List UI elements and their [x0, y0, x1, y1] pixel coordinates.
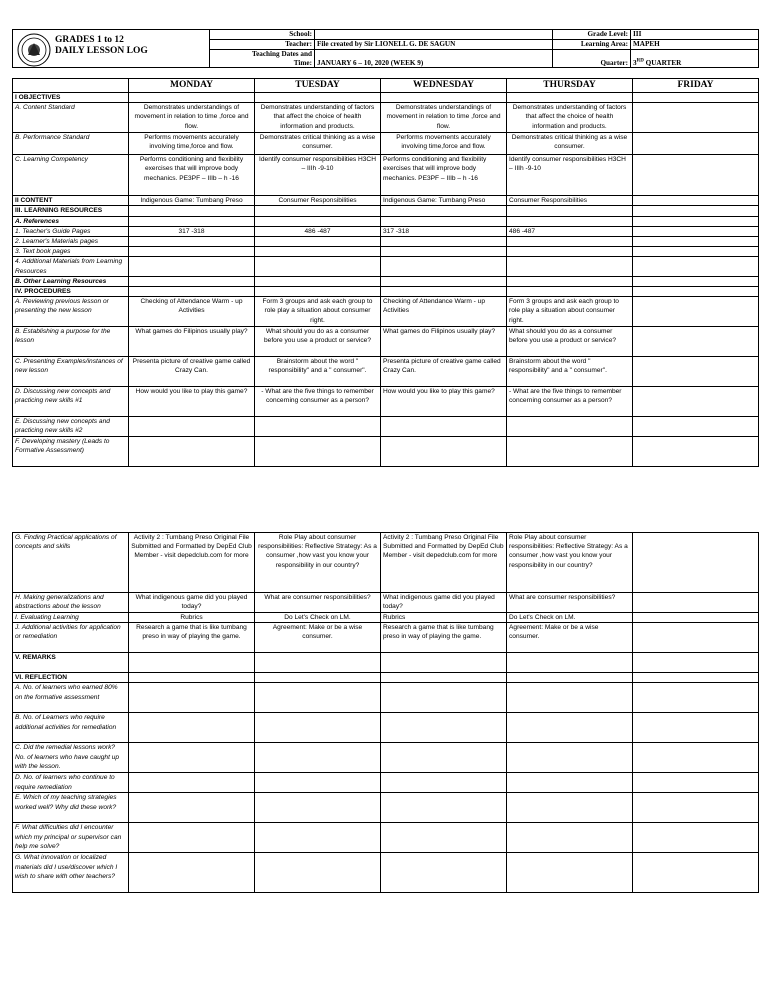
- day-cell-friday: [633, 93, 759, 103]
- day-cell-monday: [129, 206, 255, 216]
- day-cell-monday: Rubrics: [129, 613, 255, 623]
- teaching-dates-value: JANUARY 6 – 10, 2020 (WEEK 9): [315, 50, 553, 68]
- day-cell-friday: [633, 533, 759, 593]
- table-row: [13, 206, 759, 216]
- day-cell-wednesday: Checking of Attendance Warm - up Activities: [381, 297, 507, 327]
- day-cell-monday: Research a game that is like tumbang preso in way of playing the game.: [129, 623, 255, 653]
- day-cell-monday: What games do Filipinos usually play?: [129, 327, 255, 357]
- day-cell-thursday: [507, 93, 633, 103]
- table-row: [13, 436, 759, 466]
- day-cell-friday: [633, 133, 759, 155]
- row-label: A. No. of learners who earned 80% on the formative assessment: [13, 683, 129, 713]
- teaching-dates-label: [210, 50, 315, 68]
- day-cell-tuesday: [255, 216, 381, 226]
- learning-area-label: Learning Area:: [553, 40, 631, 50]
- day-cell-thursday: [507, 673, 633, 683]
- day-cell-thursday: [507, 206, 633, 216]
- day-cell-monday: [129, 653, 255, 673]
- day-cell-wednesday: [381, 216, 507, 226]
- day-cell-thursday: [507, 287, 633, 297]
- table-2-body: [13, 533, 759, 893]
- row-label: B. Other Learning Resources: [13, 276, 129, 286]
- day-cell-tuesday: [255, 823, 381, 853]
- day-cell-wednesday: [381, 93, 507, 103]
- day-cell-tuesday: [255, 276, 381, 286]
- day-cell-thursday: [507, 713, 633, 743]
- day-cell-thursday: [507, 653, 633, 673]
- day-cell-friday: [633, 673, 759, 683]
- day-cell-monday: What indigenous game did you played today?: [129, 593, 255, 613]
- day-cell-wednesday: What indigenous game did you played today?: [381, 593, 507, 613]
- day-cell-thursday: Form 3 groups and ask each group to role play a situation about consumer right.: [507, 297, 633, 327]
- day-cell-friday: [633, 613, 759, 623]
- day-cell-wednesday: [381, 653, 507, 673]
- teacher-value: File created by Sir LIONELL G. DE SAGUN: [315, 40, 553, 50]
- day-cell-thursday: Demonstrates understanding of factors that affect the choice of health information and products.: [507, 103, 633, 133]
- day-cell-friday: [633, 103, 759, 133]
- row-label: C. Did the remedial lessons work? No. of learners who have caught up with the lesson.: [13, 743, 129, 773]
- school-label: School:: [210, 30, 315, 40]
- day-cell-friday: [633, 327, 759, 357]
- day-cell-friday: [633, 387, 759, 417]
- day-cell-tuesday: [255, 436, 381, 466]
- table-row: [13, 257, 759, 276]
- day-cell-wednesday: Activity 2 : Tumbang Preso Original File Submitted and Formatted by DepEd Club Member - visit depedclub.com for more: [381, 533, 507, 593]
- day-cell-tuesday: [255, 673, 381, 683]
- lesson-log-table-1: [12, 78, 759, 467]
- row-label: B. Performance Standard: [13, 133, 129, 155]
- day-cell-tuesday: Do Let's Check on LM.: [255, 613, 381, 623]
- day-cell-thursday: [507, 823, 633, 853]
- day-cell-tuesday: [255, 683, 381, 713]
- day-cell-friday: [633, 155, 759, 196]
- day-cell-thursday: [507, 683, 633, 713]
- day-cell-monday: [129, 276, 255, 286]
- day-cell-tuesday: What should you do as a consumer before you use a product or service?: [255, 327, 381, 357]
- day-cell-friday: [633, 653, 759, 673]
- day-cell-wednesday: What games do Filipinos usually play?: [381, 327, 507, 357]
- day-header-thursday: THURSDAY: [507, 79, 633, 93]
- day-cell-friday: [633, 593, 759, 613]
- day-cell-monday: [129, 287, 255, 297]
- table-row: [13, 773, 759, 793]
- day-cell-thursday: [507, 853, 633, 893]
- day-cell-friday: [633, 417, 759, 436]
- day-cell-monday: [129, 743, 255, 773]
- row-label: V. REMARKS: [13, 653, 129, 673]
- day-cell-wednesday: [381, 206, 507, 216]
- day-cell-wednesday: [381, 853, 507, 893]
- row-label: 3. Text book pages: [13, 247, 129, 257]
- row-label: 2. Learner's Materials pages: [13, 237, 129, 247]
- table-1-body: [13, 93, 759, 467]
- day-cell-wednesday: [381, 673, 507, 683]
- day-cell-tuesday: Consumer Responsibilities: [255, 196, 381, 206]
- row-label: A. Content Standard: [13, 103, 129, 133]
- row-label: F. What difficulties did I encounter which my principal or supervisor can help me solve?: [13, 823, 129, 853]
- day-cell-monday: Presenta picture of creative game called Crazy Can.: [129, 357, 255, 387]
- table-row: [13, 133, 759, 155]
- day-cell-tuesday: [255, 247, 381, 257]
- quarter-value: [631, 50, 759, 68]
- day-cell-tuesday: Identify consumer responsibilities H3CH – IIIh -9-10: [255, 155, 381, 196]
- lesson-log-table-2: [12, 532, 759, 893]
- table-row: [13, 247, 759, 257]
- table-row: [13, 823, 759, 853]
- table-row: [13, 387, 759, 417]
- day-cell-wednesday: [381, 287, 507, 297]
- day-cell-tuesday: [255, 257, 381, 276]
- corner-header: [13, 79, 129, 93]
- day-cell-friday: [633, 216, 759, 226]
- quarter-word: QUARTER: [643, 58, 682, 67]
- day-cell-monday: [129, 237, 255, 247]
- row-label: H. Making generalizations and abstractions about the lesson: [13, 593, 129, 613]
- row-label: C. Presenting Examples/instances of new lesson: [13, 357, 129, 387]
- day-cell-thursday: Demonstrates critical thinking as a wise consumer.: [507, 133, 633, 155]
- day-header-wednesday: WEDNESDAY: [381, 79, 507, 93]
- day-cell-friday: [633, 287, 759, 297]
- day-cell-thursday: 486 -487: [507, 226, 633, 236]
- table-row: [13, 593, 759, 613]
- table-row: [13, 297, 759, 327]
- table-row: [13, 276, 759, 286]
- day-header-tuesday: TUESDAY: [255, 79, 381, 93]
- form-title-line2: DAILY LESSON LOG: [55, 46, 148, 56]
- table-row: [13, 216, 759, 226]
- row-label: I OBJECTIVES: [13, 93, 129, 103]
- row-label: III. LEARNING RESOURCES: [13, 206, 129, 216]
- row-label: 4. Additional Materials from Learning Resources: [13, 257, 129, 276]
- table-row: [13, 237, 759, 247]
- day-cell-wednesday: [381, 247, 507, 257]
- table-row: [13, 623, 759, 653]
- day-cell-friday: [633, 357, 759, 387]
- deped-seal-icon: [17, 33, 51, 67]
- table-row: [13, 853, 759, 893]
- table-row: [13, 226, 759, 236]
- day-cell-wednesday: [381, 276, 507, 286]
- day-cell-wednesday: [381, 237, 507, 247]
- day-cell-monday: Activity 2 : Tumbang Preso Original File Submitted and Formatted by DepEd Club Member - visit depedclub.com for more: [129, 533, 255, 593]
- learning-area-value: MAPEH: [631, 40, 759, 50]
- day-cell-friday: [633, 196, 759, 206]
- row-label: A. Reviewing previous lesson or presenting the new lesson: [13, 297, 129, 327]
- table-row: [13, 155, 759, 196]
- day-cell-friday: [633, 297, 759, 327]
- day-cell-thursday: What should you do as a consumer before you use a product or service?: [507, 327, 633, 357]
- day-cell-monday: [129, 713, 255, 743]
- day-cell-tuesday: [255, 417, 381, 436]
- day-cell-tuesday: [255, 206, 381, 216]
- day-cell-tuesday: Role Play about consumer responsibilities: Reflective Strategy: As a consumer ,how vast you know your responsibility in our country?: [255, 533, 381, 593]
- day-cell-tuesday: Form 3 groups and ask each group to role play a situation about consumer right.: [255, 297, 381, 327]
- day-cell-thursday: Brainstorm about the word " responsibility" and a " consumer".: [507, 357, 633, 387]
- table-row: [13, 417, 759, 436]
- day-cell-tuesday: Demonstrates understanding of factors that affect the choice of health information and products.: [255, 103, 381, 133]
- day-cell-monday: 317 -318: [129, 226, 255, 236]
- quarter-label: Quarter:: [553, 50, 631, 68]
- day-cell-tuesday: - What are the five things to remember concerning consumer as a person?: [255, 387, 381, 417]
- day-cell-tuesday: [255, 773, 381, 793]
- day-cell-tuesday: [255, 853, 381, 893]
- day-cell-tuesday: Agreement: Make or be a wise consumer.: [255, 623, 381, 653]
- day-cell-tuesday: Demonstrates critical thinking as a wise consumer.: [255, 133, 381, 155]
- day-cell-monday: [129, 247, 255, 257]
- day-cell-wednesday: [381, 773, 507, 793]
- table-row: [13, 673, 759, 683]
- day-cell-tuesday: [255, 713, 381, 743]
- day-cell-thursday: [507, 216, 633, 226]
- day-cell-friday: [633, 853, 759, 893]
- day-cell-friday: [633, 713, 759, 743]
- table-row: [13, 713, 759, 743]
- table-row: [13, 327, 759, 357]
- day-cell-monday: [129, 93, 255, 103]
- row-label: F. Developing mastery (Leads to Formative Assessment): [13, 436, 129, 466]
- day-cell-thursday: Role Play about consumer responsibilities: Reflective Strategy: As a consumer ,how vast you know your responsibility in our country?: [507, 533, 633, 593]
- day-cell-wednesday: [381, 417, 507, 436]
- day-cell-tuesday: 486 -487: [255, 226, 381, 236]
- day-cell-thursday: [507, 276, 633, 286]
- day-cell-thursday: [507, 247, 633, 257]
- day-cell-thursday: [507, 237, 633, 247]
- logo-title-cell: [13, 30, 210, 68]
- header-table: [12, 29, 759, 68]
- day-cell-monday: How would you like to play this game?: [129, 387, 255, 417]
- row-label: E. Which of my teaching strategies worked well? Why did these work?: [13, 793, 129, 823]
- grade-level-value: III: [631, 30, 759, 40]
- row-label: VI. REFLECTION: [13, 673, 129, 683]
- day-cell-friday: [633, 237, 759, 247]
- day-cell-friday: [633, 793, 759, 823]
- table-row: [13, 287, 759, 297]
- day-cell-wednesday: Performs conditioning and flexibility exercises that will improve body mechanics. PE3PF – IIIb – h -16: [381, 155, 507, 196]
- row-label: D. Discussing new concepts and practicing new skills #1: [13, 387, 129, 417]
- day-cell-monday: Indigenous Game: Tumbang Preso: [129, 196, 255, 206]
- day-cell-wednesday: 317 -318: [381, 226, 507, 236]
- day-cell-thursday: [507, 417, 633, 436]
- day-cell-tuesday: [255, 653, 381, 673]
- day-cell-wednesday: Research a game that is like tumbang preso in way of playing the game.: [381, 623, 507, 653]
- form-title-line1: GRADES 1 to 12: [55, 35, 124, 45]
- day-cell-tuesday: [255, 743, 381, 773]
- day-cell-friday: [633, 247, 759, 257]
- day-cell-monday: Performs movements accurately involving time,force and flow.: [129, 133, 255, 155]
- day-cell-friday: [633, 773, 759, 793]
- day-cell-wednesday: Indigenous Game: Tumbang Preso: [381, 196, 507, 206]
- school-value: [315, 30, 553, 40]
- teacher-label: Teacher:: [210, 40, 315, 50]
- day-cell-tuesday: [255, 93, 381, 103]
- day-cell-wednesday: [381, 257, 507, 276]
- day-cell-wednesday: Demonstrates understandings of movement in relation to time ,force and flow.: [381, 103, 507, 133]
- day-cell-monday: Checking of Attendance Warm - up Activities: [129, 297, 255, 327]
- quarter-number: 3: [633, 58, 637, 67]
- grade-level-label: Grade Level:: [553, 30, 631, 40]
- row-label: B. Establishing a purpose for the lesson: [13, 327, 129, 357]
- table-row: [13, 683, 759, 713]
- day-cell-tuesday: Brainstorm about the word " responsibility" and a " consumer".: [255, 357, 381, 387]
- quarter-ordinal: RD: [636, 58, 644, 64]
- day-cell-wednesday: [381, 713, 507, 743]
- day-cell-monday: [129, 216, 255, 226]
- day-cell-monday: [129, 793, 255, 823]
- day-cell-wednesday: [381, 823, 507, 853]
- day-cell-monday: [129, 773, 255, 793]
- day-cell-tuesday: What are consumer responsibilities?: [255, 593, 381, 613]
- day-cell-monday: [129, 673, 255, 683]
- row-label: C. Learning Competency: [13, 155, 129, 196]
- day-header-friday: FRIDAY: [633, 79, 759, 93]
- table-row: [13, 103, 759, 133]
- day-cell-monday: [129, 436, 255, 466]
- day-cell-thursday: Agreement: Make or be a wise consumer.: [507, 623, 633, 653]
- day-cell-thursday: [507, 743, 633, 773]
- day-cell-thursday: Identify consumer responsibilities H3CH – IIIh -9-10: [507, 155, 633, 196]
- row-label: I. Evaluating Learning: [13, 613, 129, 623]
- table-row: [13, 357, 759, 387]
- day-cell-monday: Demonstrates understandings of movement in relation to time ,force and flow.: [129, 103, 255, 133]
- row-label: B. No. of Learners who require additional activities for remediation: [13, 713, 129, 743]
- day-cell-friday: [633, 683, 759, 713]
- row-label: IV. PROCEDURES: [13, 287, 129, 297]
- day-cell-friday: [633, 257, 759, 276]
- day-cell-thursday: Do Let's Check on LM.: [507, 613, 633, 623]
- day-cell-friday: [633, 623, 759, 653]
- day-cell-friday: [633, 276, 759, 286]
- day-cell-friday: [633, 206, 759, 216]
- day-cell-thursday: [507, 773, 633, 793]
- day-cell-monday: [129, 257, 255, 276]
- day-cell-friday: [633, 823, 759, 853]
- day-cell-wednesday: [381, 683, 507, 713]
- table-row: [13, 533, 759, 593]
- day-cell-thursday: [507, 793, 633, 823]
- day-cell-thursday: [507, 436, 633, 466]
- table-row: [13, 653, 759, 673]
- teaching-dates-label-line1: Teaching Dates and: [251, 50, 312, 58]
- day-cell-tuesday: [255, 793, 381, 823]
- day-cell-monday: [129, 417, 255, 436]
- row-label: G. What innovation or localized materials did I use/discover which I wish to share with other teachers?: [13, 853, 129, 893]
- table-row: [13, 743, 759, 773]
- row-label: J. Additional activities for application or remediation: [13, 623, 129, 653]
- row-label: A. References: [13, 216, 129, 226]
- day-header-monday: MONDAY: [129, 79, 255, 93]
- day-cell-thursday: What are consumer responsibilities?: [507, 593, 633, 613]
- day-cell-wednesday: [381, 793, 507, 823]
- row-label: D. No. of learners who continue to require remediation: [13, 773, 129, 793]
- day-cell-monday: [129, 853, 255, 893]
- day-cell-thursday: Consumer Responsibilities: [507, 196, 633, 206]
- row-label: E. Discussing new concepts and practicing new skills #2: [13, 417, 129, 436]
- table-row: [13, 196, 759, 206]
- teaching-dates-label-line2: Time:: [293, 58, 312, 67]
- day-cell-monday: [129, 683, 255, 713]
- day-cell-friday: [633, 743, 759, 773]
- day-cell-thursday: [507, 257, 633, 276]
- day-cell-monday: [129, 823, 255, 853]
- day-cell-wednesday: [381, 743, 507, 773]
- row-label: 1. Teacher's Guide Pages: [13, 226, 129, 236]
- row-label: G. Finding Practical applications of concepts and skills: [13, 533, 129, 593]
- day-cell-tuesday: [255, 287, 381, 297]
- day-cell-wednesday: Presenta picture of creative game called Crazy Can.: [381, 357, 507, 387]
- table-row: [13, 93, 759, 103]
- day-cell-wednesday: Performs movements accurately involving time,force and flow.: [381, 133, 507, 155]
- day-cell-tuesday: [255, 237, 381, 247]
- table-row: [13, 793, 759, 823]
- table-row: [13, 613, 759, 623]
- day-cell-friday: [633, 436, 759, 466]
- day-cell-wednesday: How would you like to play this game?: [381, 387, 507, 417]
- day-cell-wednesday: Rubrics: [381, 613, 507, 623]
- row-label: II CONTENT: [13, 196, 129, 206]
- day-cell-wednesday: [381, 436, 507, 466]
- day-cell-thursday: - What are the five things to remember concerning consumer as a person?: [507, 387, 633, 417]
- day-cell-monday: Performs conditioning and flexibility exercises that will improve body mechanics. PE3PF – IIIb – h -16: [129, 155, 255, 196]
- day-cell-friday: [633, 226, 759, 236]
